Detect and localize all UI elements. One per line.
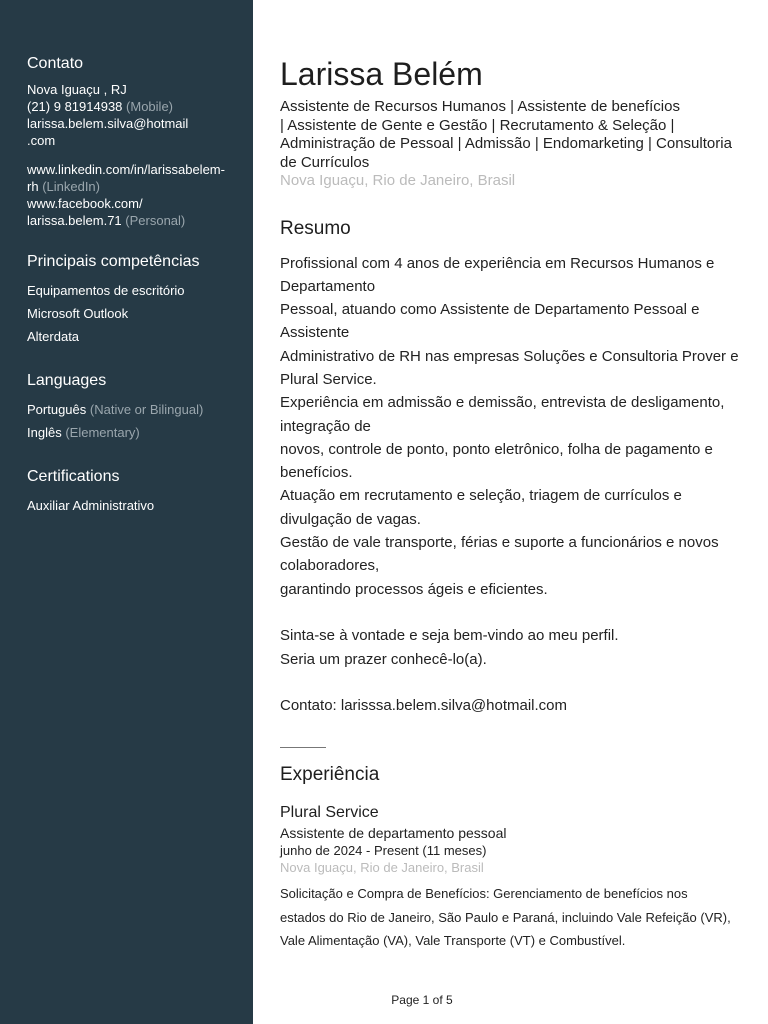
summary-heading: Resumo bbox=[280, 217, 351, 239]
language-name: Inglês bbox=[27, 425, 62, 440]
summary-line: Administrativo de RH nas empresas Soluções e Consultoria Prover e bbox=[280, 347, 739, 365]
contact-section bbox=[27, 55, 245, 229]
language-level: (Elementary) bbox=[65, 425, 140, 440]
headline-line: Administração de Pessoal | Admissão | Endomarketing | Consultoria bbox=[280, 135, 732, 152]
contact-facebook-type: (Personal) bbox=[125, 213, 186, 228]
headline-line: Assistente de Recursos Humanos | Assistente de benefícios bbox=[280, 98, 680, 115]
description-line: estados do Rio de Janeiro, São Paulo e Paraná, incluindo Vale Refeição (VR), bbox=[280, 909, 731, 925]
summary-contact-line: Contato: larisssa.belem.silva@hotmail.com bbox=[280, 697, 567, 715]
page-number: Page 1 of 5 bbox=[391, 993, 453, 1007]
experience-company: Plural Service bbox=[280, 804, 379, 822]
contact-facebook-line2: larissa.belem.71 bbox=[27, 213, 122, 228]
summary-text bbox=[280, 252, 748, 718]
skill-item: Equipamentos de escritório bbox=[27, 283, 185, 298]
description-line: Solicitação e Compra de Benefícios: Gerenciamento de benefícios nos bbox=[280, 886, 688, 902]
section-divider bbox=[280, 747, 326, 748]
summary-line: Departamento bbox=[280, 277, 376, 295]
contact-email-link[interactable] bbox=[27, 115, 245, 149]
summary-line: benefícios. bbox=[280, 464, 353, 482]
contact-heading: Contato bbox=[27, 55, 84, 72]
sidebar bbox=[0, 0, 253, 1024]
contact-linkedin-type: (LinkedIn) bbox=[42, 179, 100, 194]
description-line: Vale Alimentação (VA), Vale Transporte (VT) e Combustível. bbox=[280, 933, 626, 949]
experience-entry bbox=[280, 804, 748, 952]
certification-item: Auxiliar Administrativo bbox=[27, 498, 155, 513]
contact-city: Nova Iguaçu , RJ bbox=[27, 82, 127, 97]
skill-item: Microsoft Outlook bbox=[27, 306, 129, 321]
language-level: (Native or Bilingual) bbox=[89, 402, 204, 417]
summary-line: Gestão de vale transporte, férias e suporte a funcionários e novos bbox=[280, 534, 719, 552]
contact-facebook-link[interactable] bbox=[27, 195, 245, 229]
experience-location: Nova Iguaçu, Rio de Janeiro, Brasil bbox=[280, 860, 484, 876]
summary-line: Pessoal, atuando como Assistente de Departamento Pessoal e bbox=[280, 301, 700, 319]
summary-line: Sinta-se à vontade e seja bem-vindo ao meu perfil. bbox=[280, 627, 619, 645]
languages-section bbox=[27, 372, 245, 444]
contact-linkedin-link[interactable] bbox=[27, 161, 245, 195]
summary-blank-line bbox=[280, 601, 748, 624]
certifications-section bbox=[27, 468, 245, 517]
summary-line: colaboradores, bbox=[280, 557, 380, 575]
contact-phone: (21) 9 81914938 bbox=[27, 99, 123, 114]
skills-section bbox=[27, 253, 245, 348]
summary-line: divulgação de vagas. bbox=[280, 510, 421, 528]
summary-line: Experiência em admissão e demissão, entrevista de desligamento, bbox=[280, 394, 725, 412]
summary-line: Atuação em recrutamento e seleção, triagem de currículos e bbox=[280, 487, 682, 505]
contact-email-line2: .com bbox=[27, 133, 56, 148]
summary-line: Assistente bbox=[280, 324, 350, 342]
contact-facebook-line1: www.facebook.com/ bbox=[27, 196, 143, 211]
page-footer bbox=[280, 993, 768, 1007]
summary-line: Seria um prazer conhecê-lo(a). bbox=[280, 650, 487, 668]
contact-email-line1: larissa.belem.silva@hotmail bbox=[27, 116, 189, 131]
language-name: Português bbox=[27, 402, 87, 417]
person-location: Nova Iguaçu, Rio de Janeiro, Brasil bbox=[280, 172, 516, 189]
headline bbox=[280, 98, 748, 172]
contact-phone-type: (Mobile) bbox=[126, 99, 174, 114]
contact-linkedin-line1: www.linkedin.com/in/larissabelem- bbox=[27, 162, 225, 177]
experience-dates: junho de 2024 - Present (11 meses) bbox=[280, 843, 487, 859]
languages-heading: Languages bbox=[27, 372, 107, 389]
certifications-heading: Certifications bbox=[27, 468, 120, 485]
headline-line: | Assistente de Gente e Gestão | Recrutamento & Seleção | bbox=[280, 116, 675, 134]
summary-blank-line bbox=[280, 671, 748, 694]
skill-item: Alterdata bbox=[27, 329, 80, 344]
person-name: Larissa Belém bbox=[280, 56, 483, 92]
skills-heading: Principais competências bbox=[27, 253, 200, 270]
summary-line: Profissional com 4 anos de experiência em Recursos Humanos e bbox=[280, 254, 715, 272]
language-item bbox=[27, 421, 245, 444]
summary-line: novos, controle de ponto, ponto eletrônico, folha de pagamento e bbox=[280, 440, 713, 458]
contact-linkedin-line2: rh bbox=[27, 179, 39, 194]
contact-phone-row bbox=[27, 98, 245, 115]
headline-line: de Currículos bbox=[280, 153, 370, 171]
experience-role: Assistente de departamento pessoal bbox=[280, 825, 507, 842]
experience-description bbox=[280, 882, 748, 952]
language-item bbox=[27, 398, 245, 421]
summary-line: Plural Service. bbox=[280, 370, 377, 388]
main-content bbox=[280, 55, 748, 952]
summary-line: garantindo processos ágeis e eficientes. bbox=[280, 580, 548, 598]
summary-line: integração de bbox=[280, 417, 371, 435]
experience-heading: Experiência bbox=[280, 764, 380, 786]
